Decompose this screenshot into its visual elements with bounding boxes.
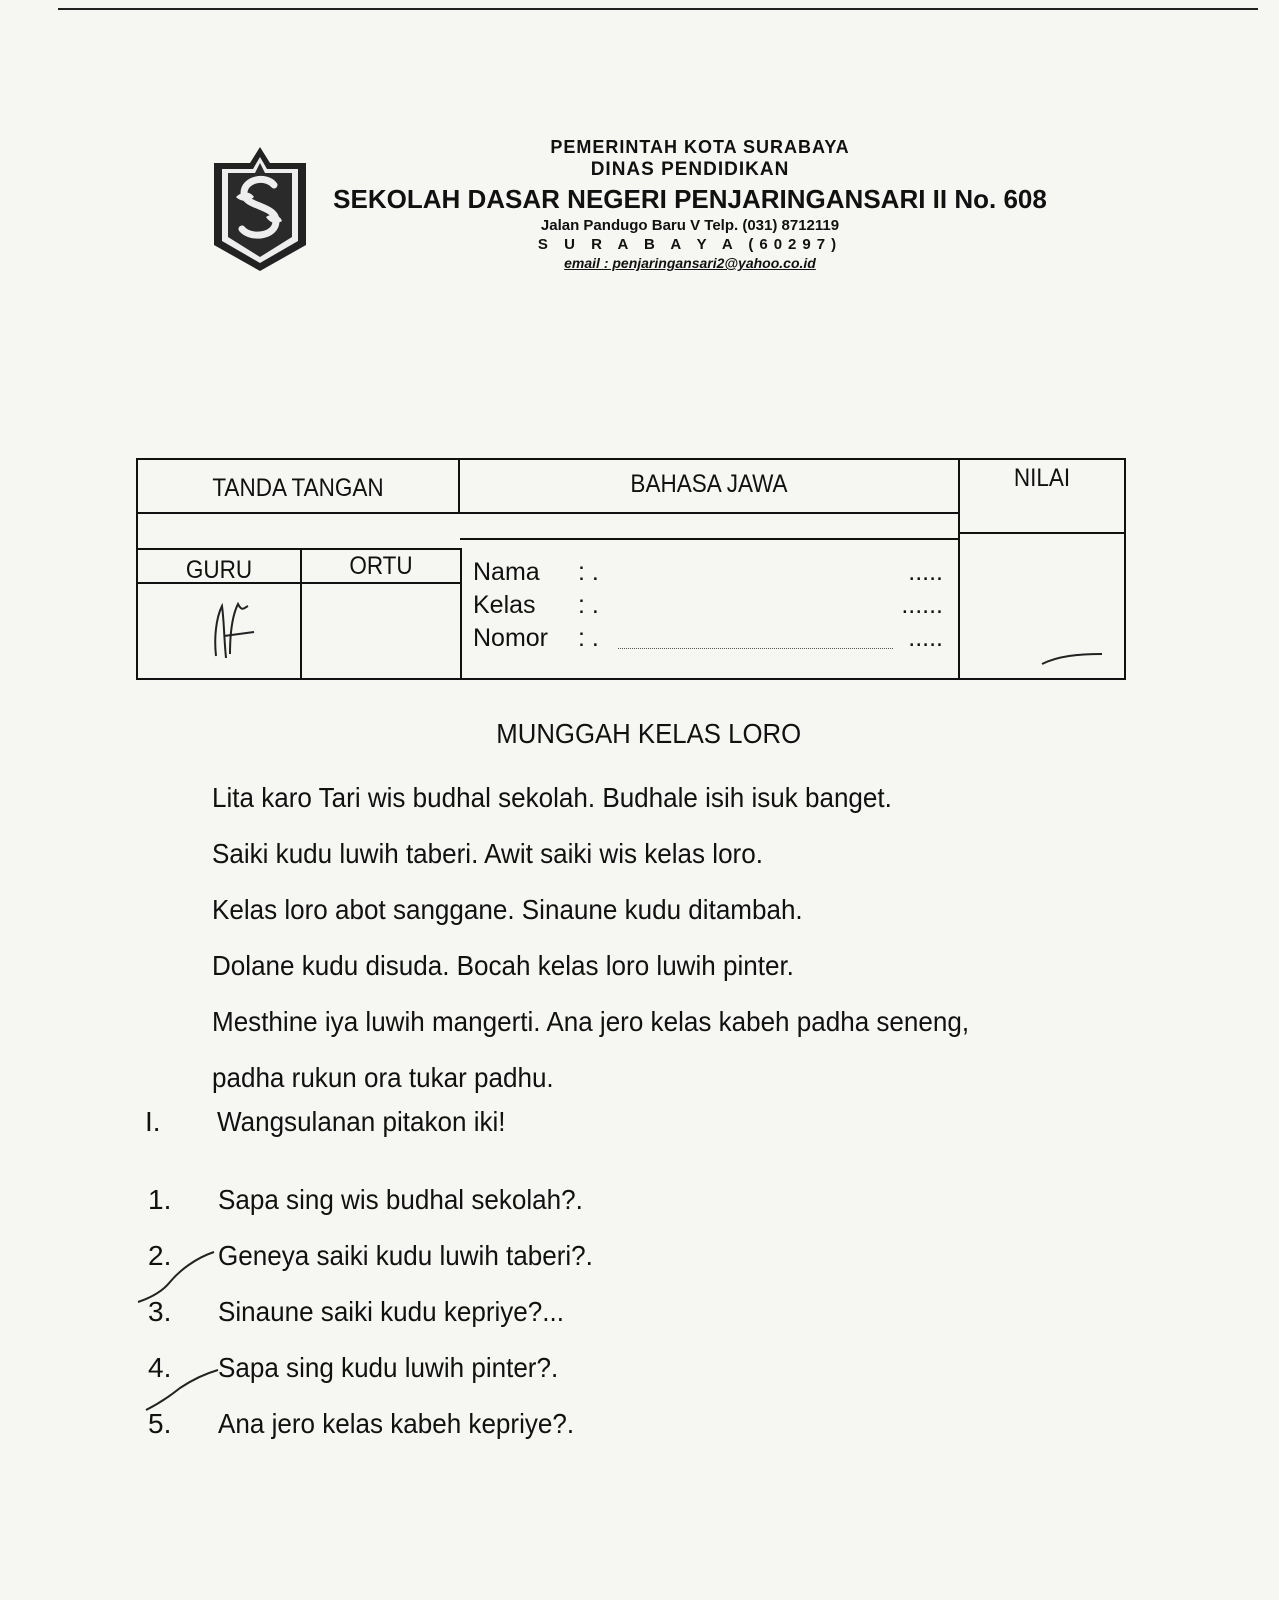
question-number: 4. (148, 1352, 172, 1383)
section-number: I. (145, 1106, 161, 1137)
field-colon: : . (578, 591, 599, 619)
question-number: 2. (148, 1240, 172, 1271)
table-divider (958, 460, 960, 678)
score-label: NILAI (1013, 464, 1071, 492)
school-address: Jalan Pandugo Baru V Telp. (031) 8712119 (540, 217, 840, 234)
question-text: Sapa sing wis budhal sekolah?. (218, 1184, 583, 1215)
table-divider (138, 548, 460, 550)
table-divider (138, 512, 958, 514)
school-name: SEKOLAH DASAR NEGERI PENJARINGANSARI II No. 608 (333, 184, 1047, 214)
story-line: Kelas loro abot sanggane. Sinaune kudu ditambah. (212, 894, 803, 925)
question-text: Sinaune saiki kudu kepriye?... (218, 1296, 564, 1327)
story-line: Mesthine iya luwih mangerti. Ana jero kelas kabeh padha seneng, (212, 1006, 970, 1037)
field-dots: ...... (901, 591, 943, 619)
field-blank[interactable] (618, 556, 893, 589)
story-line: padha rukun ora tukar padhu. (212, 1062, 554, 1093)
letterhead (330, 136, 1050, 272)
teacher-label: GURU (185, 556, 253, 584)
signature-label: TANDA TANGAN (212, 474, 384, 502)
field-label: Nama (473, 558, 540, 586)
field-label: Kelas (473, 591, 536, 619)
city-crest-logo (210, 145, 310, 273)
story-title: MUNGGAH KELAS LORO (496, 718, 802, 749)
government-name: PEMERINTAH KOTA SURABAYA (550, 137, 850, 157)
table-divider (460, 548, 462, 678)
field-label: Nomor (473, 624, 549, 652)
question-item (148, 1340, 621, 1396)
field-number (473, 622, 943, 655)
section-instruction: Wangsulanan pitakon iki! (217, 1106, 506, 1137)
question-text: Ana jero kelas kabeh kepriye?. (218, 1408, 575, 1439)
question-item (148, 1284, 621, 1340)
field-colon: : . (578, 624, 599, 652)
field-colon: : . (578, 558, 599, 586)
teacher-signature (198, 596, 268, 666)
student-fields (473, 556, 943, 655)
score-mark (1038, 650, 1108, 670)
field-class (473, 589, 943, 622)
field-dots: ..... (908, 558, 943, 586)
school-city: S U R A B A Y A (60297) (537, 236, 843, 253)
question-item (148, 1396, 621, 1452)
section-heading (145, 1106, 527, 1138)
field-name (473, 556, 943, 589)
question-text: Sapa sing kudu luwih pinter?. (218, 1352, 559, 1383)
question-item (148, 1172, 621, 1228)
story-text (212, 770, 1026, 1106)
table-divider (958, 532, 1124, 534)
question-number: 1. (148, 1184, 172, 1215)
parent-label: ORTU (349, 552, 413, 580)
question-list (148, 1172, 621, 1452)
question-number: 3. (148, 1296, 172, 1327)
field-blank[interactable] (618, 589, 893, 622)
table-divider (460, 538, 958, 540)
question-number: 5. (148, 1408, 172, 1439)
field-blank[interactable] (618, 622, 893, 649)
story-line: Dolane kudu disuda. Bocah kelas loro luwih pinter. (212, 950, 794, 981)
question-item (148, 1228, 621, 1284)
identity-table (136, 458, 1126, 680)
story-line: Saiki kudu luwih taberi. Awit saiki wis kelas loro. (212, 838, 763, 869)
department-name: DINAS PENDIDIKAN (590, 159, 790, 180)
field-dots: ..... (908, 624, 943, 652)
school-email: email : penjaringansari2@yahoo.co.id (564, 255, 816, 271)
story-line: Lita karo Tari wis budhal sekolah. Budhale isih isuk banget. (212, 782, 892, 813)
top-rule (58, 8, 1258, 10)
table-divider (458, 460, 460, 512)
question-text: Geneya saiki kudu luwih taberi?. (218, 1240, 593, 1271)
table-divider (300, 548, 302, 678)
subject-label: BAHASA JAWA (630, 470, 788, 498)
